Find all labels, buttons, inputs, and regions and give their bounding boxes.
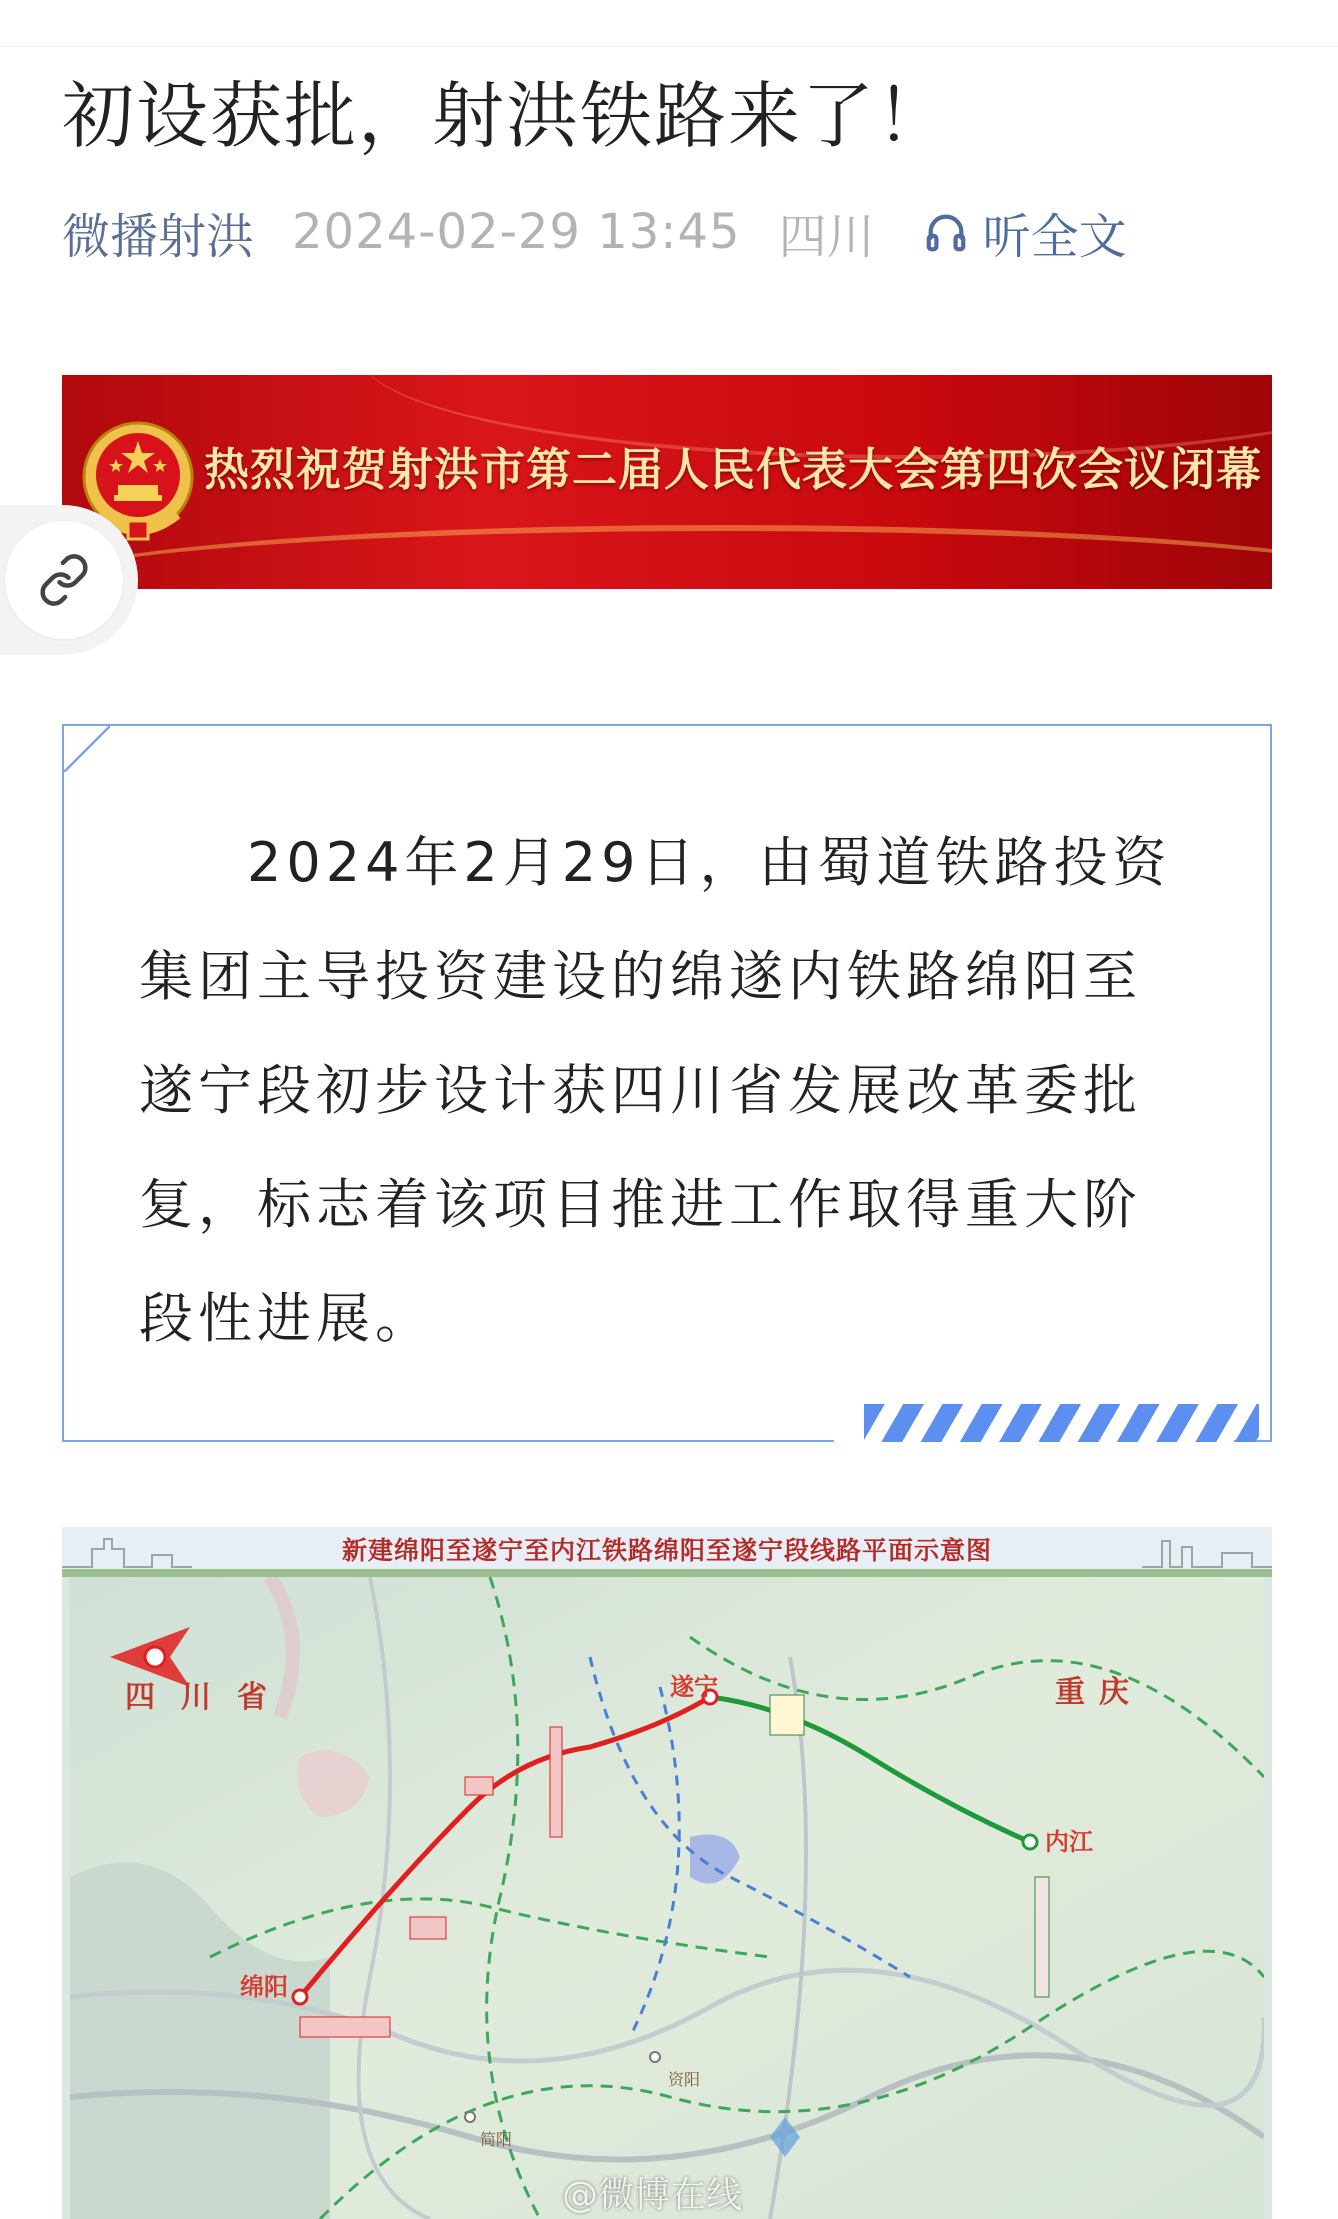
publish-region: 四川 (778, 208, 875, 265)
map-label-jianyang: 简阳 (480, 2130, 513, 2149)
article-title: 初设获批，射洪铁路来了！ (62, 74, 951, 158)
weibo-watermark: @微博在线 (562, 2175, 743, 2216)
route-map-image[interactable] (62, 1527, 1272, 2219)
headphones-icon (923, 209, 969, 255)
map-area (70, 1577, 1264, 2219)
congratulation-banner (62, 375, 1272, 589)
publish-date: 2024-02-29 13:45 (292, 204, 741, 260)
quote-corner-decoration (64, 726, 110, 772)
share-link-button[interactable] (0, 505, 138, 655)
map-label-mianyang: 绵阳 (240, 1973, 288, 2001)
top-divider (0, 46, 1338, 47)
summary-quote-box (62, 724, 1272, 1442)
source-account-link[interactable]: 微播射洪 (62, 208, 255, 265)
map-label-province: 四川省 (125, 1680, 293, 1715)
map-label-neijiang: 内江 (1045, 1828, 1093, 1856)
map-title: 新建绵阳至遂宁至内江铁路绵阳至遂宁段线路平面示意图 (341, 1536, 992, 1565)
article-meta (62, 200, 1127, 264)
map-label-ziyang: 资阳 (668, 2070, 701, 2089)
banner-text: 热烈祝贺射洪市第二届人民代表大会第四次会议闭幕 (204, 443, 1263, 496)
listen-full-text-button[interactable] (923, 198, 1127, 267)
listen-label: 听全文 (982, 208, 1127, 265)
link-icon (37, 553, 91, 607)
map-label-suining: 遂宁 (670, 1673, 718, 1701)
stripe-decoration (864, 1404, 1259, 1442)
map-header (62, 1527, 1272, 1577)
summary-paragraph: 2024年2月29日，由蜀道铁路投资集团主导投资建设的绵遂内铁路绵阳至遂宁段初步设计获四川省发展改革委批复，标志着该项目推进工作取得重大阶段性进展。 (139, 831, 1172, 1350)
map-label-chongqing: 重庆 (1055, 1675, 1143, 1710)
